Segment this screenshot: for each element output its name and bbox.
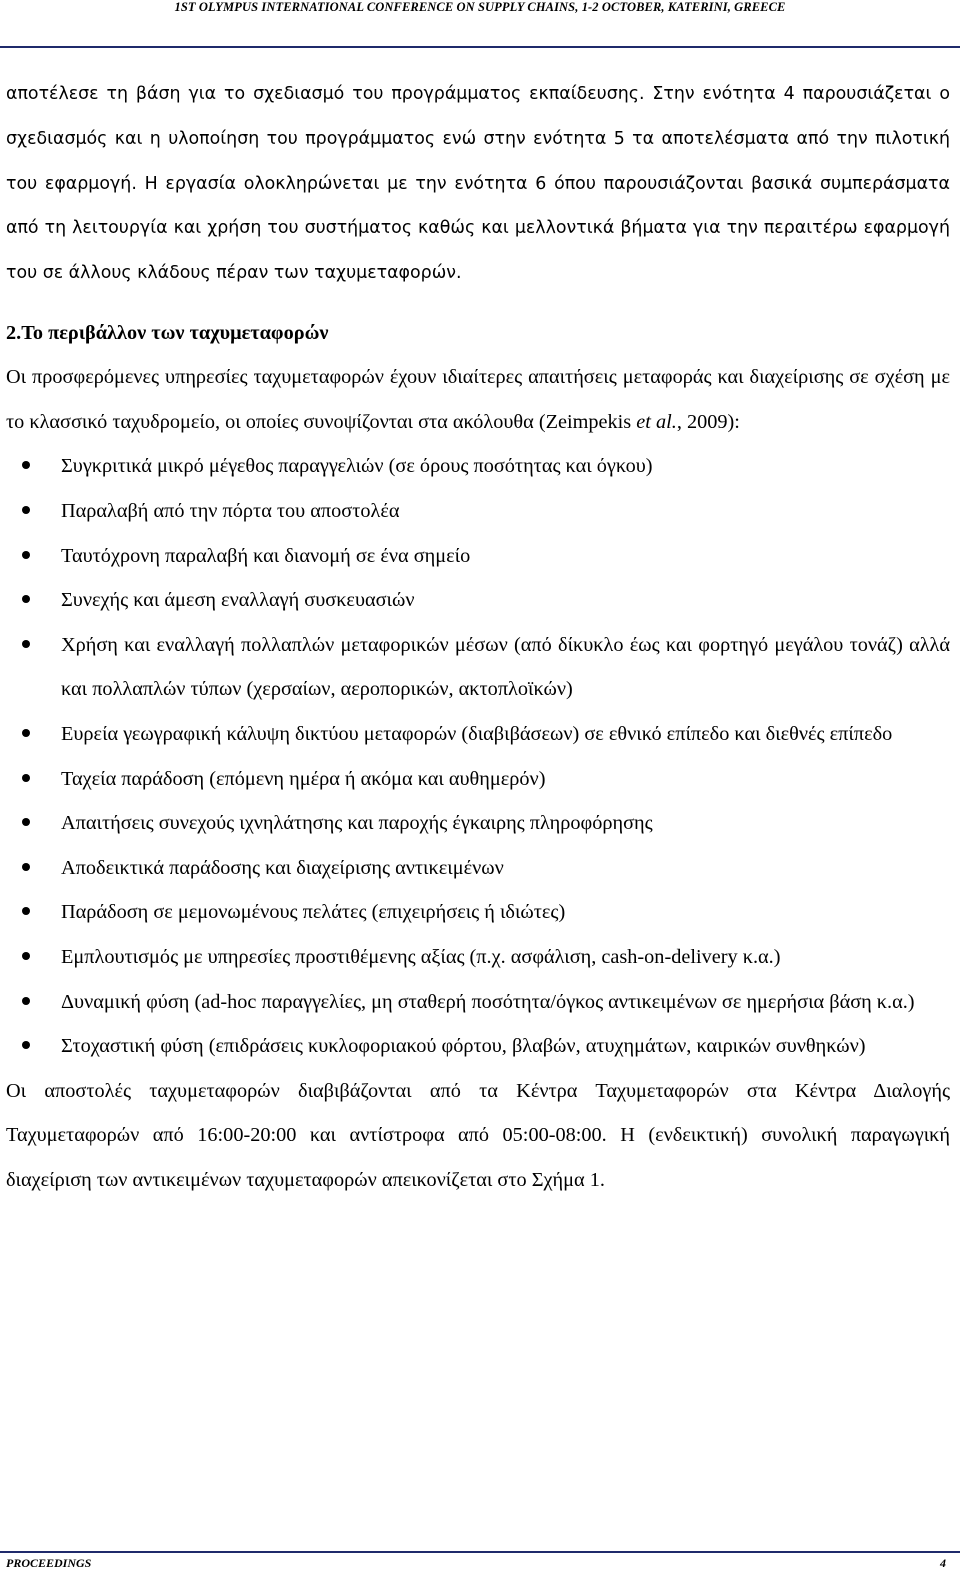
- footer-label: PROCEEDINGS: [6, 1556, 92, 1570]
- list-item-text: Συγκριτικά μικρό μέγεθος παραγγελιών (σε όρους ποσότητας και όγκου): [61, 455, 653, 478]
- bullet-icon: [22, 640, 30, 648]
- list-item-text: Δυναμική φύση (ad-hoc παραγγελίες, μη σταθερή ποσότητα/όγκος αντικειμένων σε ημερήσια βάση κ.α.): [61, 990, 915, 1013]
- bullet-icon: [22, 952, 30, 960]
- list-item: [6, 801, 950, 846]
- list-item-text: Αποδεικτικά παράδοσης και διαχείρισης αντικειμένων: [61, 856, 504, 879]
- section-heading: 2.Το περιβάλλον των ταχυμεταφορών: [6, 321, 329, 344]
- page-footer: [0, 1551, 960, 1583]
- page-header: [0, 0, 960, 48]
- list-item-text: Ευρεία γεωγραφική κάλυψη δικτύου μεταφορών (διαβιβάσεων) σε εθνικό επίπεδο και διεθνές επίπεδο: [61, 722, 893, 745]
- list-item-text: Παραλαβή από την πόρτα του αποστολέα: [61, 499, 400, 522]
- document-body: [6, 72, 950, 1203]
- closing-paragraph: Οι αποστολές ταχυμεταφορών διαβιβάζονται από τα Κέντρα Ταχυμεταφορών στα Κέντρα Διαλογής Ταχυμεταφορών από 16:00-20:00 και αντίστροφα από 05:00-08:00. Η (ενδεικτική) συνολική παραγωγική διαχείριση των αντικειμένων ταχυμεταφορών απεικονίζεται στο Σχήμα 1.: [6, 1079, 950, 1192]
- list-item: [6, 712, 950, 757]
- list-item: [6, 578, 950, 623]
- intro-paragraph: αποτέλεσε τη βάση για το σχεδιασμό του προγράμματος εκπαίδευσης. Στην ενότητα 4 παρουσιάζεται ο σχεδιασμός και η υλοποίηση του προγράμματος ενώ στην ενότητα 5 τα αποτελέσματα από την πιλοτική του εφαρμογή. Η εργασία ολοκληρώνεται με την ενότητα 6 όπου παρουσιάζονται βασικά συμπεράσματα από τη λειτουργία και χρήση του συστήματος καθώς και μελλοντικά βήματα για την περαιτέρω εφαρμογή του σε άλλους κλάδους πέραν των ταχυμεταφορών.: [6, 84, 950, 284]
- list-item-text: Ταχεία παράδοση (επόμενη ημέρα ή ακόμα και αυθημερόν): [61, 767, 546, 790]
- conference-title: 1ST OLYMPUS INTERNATIONAL CONFERENCE ON SUPPLY CHAINS, 1-2 OCTOBER, KATERINI, GREECE: [174, 0, 786, 14]
- list-item-text: Συνεχής και άμεση εναλλαγή συσκευασιών: [61, 589, 415, 612]
- list-item: [6, 980, 950, 1025]
- list-item: [6, 444, 950, 489]
- bullet-icon: [22, 551, 30, 559]
- list-item: [6, 935, 950, 980]
- list-item-text: Εμπλουτισμός με υπηρεσίες προστιθέμενης αξίας (π.χ. ασφάλιση, cash-on-delivery κ.α.): [61, 945, 781, 968]
- bullet-icon: [22, 595, 30, 603]
- bullet-icon: [22, 818, 30, 826]
- requirements-list: [6, 444, 950, 1068]
- list-item-text: Χρήση και εναλλαγή πολλαπλών μεταφορικών μέσων (από δίκυκλο έως και φορτηγό μεγάλου τονάζ) αλλά και πολλαπλών τύπων (χερσαίων, αεροπορικών, ακτοπλοϊκών): [61, 633, 950, 701]
- lead-text: Οι προσφερόμενες υπηρεσίες ταχυμεταφορών έχουν ιδιαίτερες απαιτήσεις μεταφοράς και διαχείρισης σε σχέση με το κλασσικό ταχυδρομείο, οι οποίες συνοψίζονται στα ακόλουθα (Zeimpekis: [6, 365, 950, 433]
- list-item: [6, 489, 950, 534]
- bullet-icon: [22, 997, 30, 1005]
- lead-tail: , 2009):: [676, 410, 740, 433]
- bullet-icon: [22, 506, 30, 514]
- list-item: [6, 1024, 950, 1069]
- bullet-icon: [22, 907, 30, 915]
- bullet-icon: [22, 774, 30, 782]
- list-item-text: Στοχαστική φύση (επιδράσεις κυκλοφοριακού φόρτου, βλαβών, ατυχημάτων, καιρικών συνθηκών): [61, 1035, 866, 1058]
- bullet-icon: [22, 461, 30, 469]
- list-item: [6, 534, 950, 579]
- list-item-text: Παράδοση σε μεμονωμένους πελάτες (επιχειρήσεις ή ιδιώτες): [61, 901, 566, 924]
- list-item-text: Απαιτήσεις συνεχούς ιχνηλάτησης και παροχής έγκαιρης πληροφόρησης: [61, 812, 653, 835]
- bullet-icon: [22, 729, 30, 737]
- list-item: [6, 757, 950, 802]
- list-item: [6, 890, 950, 935]
- section-lead-paragraph: [6, 355, 950, 444]
- list-item-text: Ταυτόχρονη παραλαβή και διανομή σε ένα σημείο: [61, 544, 471, 567]
- list-item: [6, 846, 950, 891]
- lead-italic: et al.: [636, 410, 677, 433]
- page-number: 4: [940, 1556, 946, 1570]
- bullet-icon: [22, 863, 30, 871]
- bullet-icon: [22, 1041, 30, 1049]
- list-item: [6, 623, 950, 712]
